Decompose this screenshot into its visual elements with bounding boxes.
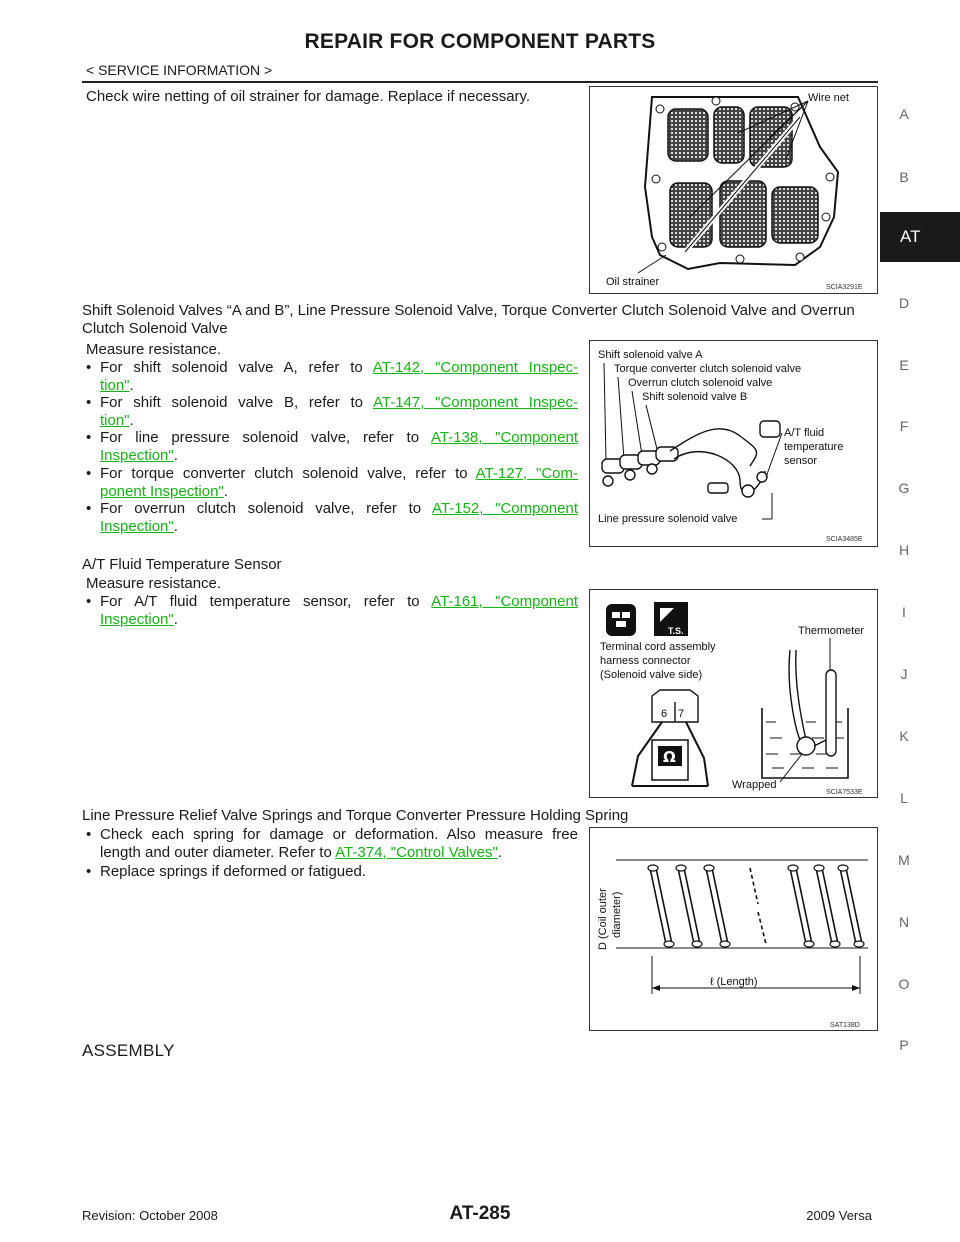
solenoid-heading-line2: Clutch Solenoid Valve [82,320,228,337]
link-at-161-cont[interactable]: Inspection" [100,611,174,628]
fluid-sensor-heading: A/T Fluid Temperature Sensor [82,556,282,573]
label-overrun: Overrun clutch solenoid valve [628,377,773,389]
link-at-138-cont[interactable]: Inspection" [100,447,174,464]
springs-item-1: • Check each spring for damage or deformation. Also measure free [86,826,578,843]
footer-page-number: AT-285 [449,1203,511,1224]
label-thermometer: Thermometer [798,625,865,637]
assembly-heading: ASSEMBLY [82,1041,175,1060]
pin-7: 7 [678,708,685,720]
label-diameter-1: D (Coil outer [597,888,609,950]
footer-revision: Revision: October 2008 [82,1208,218,1223]
link-at-142[interactable]: AT-142, "Component Inspec- [372,359,578,376]
solenoid-heading-line1: Shift Solenoid Valves “A and B”, Line Pressure Solenoid Valve, Torque Converter Clutch Solenoid Valve and Overrun [82,302,855,319]
link-at-161[interactable]: AT-161, "Component [431,593,578,610]
solenoid-item-overrun: • For overrun clutch solenoid valve, refer to AT-152, "Component [86,500,578,517]
link-at-147-cont[interactable]: tion" [100,412,130,429]
side-index-o[interactable]: O [898,976,910,992]
header-divider [82,81,878,83]
connector-icon [606,604,636,636]
spring-figure [589,827,878,1031]
label-tcc: Torque converter clutch solenoid valve [614,363,802,375]
link-at-374[interactable]: AT-374, "Control Valves" [335,844,498,861]
ohmmeter-icon: Ω [663,748,676,766]
label-line-pressure: Line pressure solenoid valve [598,513,738,525]
figure-code: SCIA7533E [826,789,863,796]
test-symbol-icon [654,602,688,636]
springs-item-1-cont: length and outer diameter. Refer to AT-374, "Control Valves". [100,844,502,861]
springs-heading: Line Pressure Relief Valve Springs and Torque Converter Pressure Holding Spring [82,807,629,824]
solenoid-valves-figure [589,340,878,547]
page-title: REPAIR FOR COMPONENT PARTS [304,30,656,53]
label-diameter-2: diameter) [611,891,623,938]
side-index-b[interactable]: B [899,169,909,185]
label-sensor-1: A/T fluid [784,427,825,439]
side-index-e[interactable]: E [899,357,909,373]
pin-6: 6 [661,708,668,720]
label-oil-strainer: Oil strainer [606,276,660,288]
solenoid-item-tcc: • For torque converter clutch solenoid valve, refer to AT-127, "Com- [86,465,578,482]
label-terminal-3: (Solenoid valve side) [600,669,703,681]
svg-text:T.S.: T.S. [668,626,684,636]
link-at-127-cont[interactable]: ponent Inspection" [100,483,224,500]
side-index-at-active[interactable]: AT [880,212,960,262]
footer-model: 2009 Versa [806,1208,872,1223]
springs-item-2: • Replace springs if deformed or fatigued. [86,863,366,880]
solenoid-item-b: • For shift solenoid valve B, refer to AT-147, "Component Inspec- [86,394,578,411]
strainer-instruction: Check wire netting of oil strainer for damage. Replace if necessary. [86,88,531,105]
label-shift-b: Shift solenoid valve B [642,391,748,403]
fluid-sensor-item: • For A/T fluid temperature sensor, refer to AT-161, "Component [86,593,578,610]
figure-code: SCIA3485E [826,536,863,543]
side-index-n[interactable]: N [898,914,910,930]
solenoid-intro: Measure resistance. [86,341,222,358]
oil-strainer-figure [589,86,878,294]
figure-code: SCIA3291E [826,284,863,291]
side-index-p[interactable]: P [899,1037,909,1053]
link-at-152[interactable]: AT-152, "Component [432,500,578,517]
label-length: ℓ (Length) [710,976,758,988]
fluid-sensor-figure [589,589,878,798]
side-index-a[interactable]: A [899,106,909,122]
side-index-l[interactable]: L [900,790,908,806]
solenoid-item-line-pressure-cont: Inspection". [100,447,178,464]
side-index-k[interactable]: K [899,728,909,744]
label-terminal-1: Terminal cord assembly [600,641,716,653]
solenoid-item-b-cont: tion". [100,412,134,429]
side-index-m[interactable]: M [898,852,910,868]
side-index-h[interactable]: H [898,542,910,558]
figure-code: SAT138D [830,1022,860,1029]
link-at-142-cont[interactable]: tion" [100,377,130,394]
solenoid-item-line-pressure: • For line pressure solenoid valve, refer to AT-138, "Component [86,429,578,446]
solenoid-item-overrun-cont: Inspection". [100,518,178,535]
breadcrumb[interactable]: < SERVICE INFORMATION > [86,62,273,78]
link-at-127[interactable]: AT-127, "Com- [475,465,578,482]
fluid-sensor-intro: Measure resistance. [86,575,222,592]
side-index-d[interactable]: D [898,295,910,311]
label-sensor-2: temperature [784,441,844,453]
side-index-f[interactable]: F [899,418,909,434]
fluid-sensor-item-cont: Inspection". [100,611,178,628]
link-at-147[interactable]: AT-147, "Component Inspec- [372,394,578,411]
label-sensor-3: sensor [784,455,818,467]
side-index-i[interactable]: I [902,604,906,620]
link-at-152-cont[interactable]: Inspection" [100,518,174,535]
side-index-j[interactable]: J [900,666,908,682]
label-shift-a: Shift solenoid valve A [598,349,703,361]
side-index-g[interactable]: G [898,480,910,496]
solenoid-item-tcc-cont: ponent Inspection". [100,483,228,500]
solenoid-item-a: • For shift solenoid valve A, refer to AT-142, "Component Inspec- [86,359,578,376]
link-at-138[interactable]: AT-138, "Component [430,429,578,446]
label-terminal-2: harness connector [600,655,691,667]
label-wire-net: Wire net [808,92,849,104]
label-wrapped: Wrapped [732,779,777,791]
solenoid-item-a-cont: tion". [100,377,134,394]
